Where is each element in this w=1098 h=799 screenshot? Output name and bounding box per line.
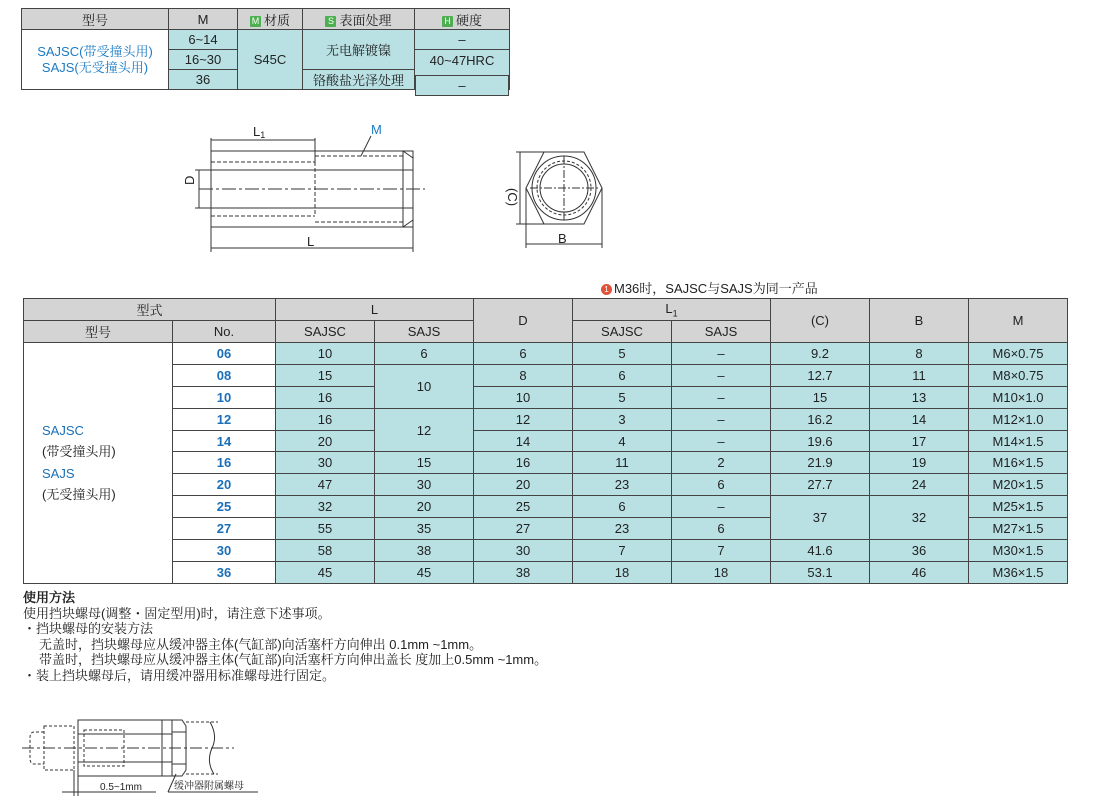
header-hardness: H 硬度	[415, 9, 510, 30]
header-type: 型式	[24, 299, 276, 321]
row-no: 30	[173, 540, 276, 562]
usage-line: 带盖时，挡块螺母应从缓冲器主体(气缸部)向活塞杆方向伸出盖长 度加上0.5mm ~1mm。	[39, 652, 548, 667]
cell-b: 17	[870, 430, 969, 452]
cell-l1-sajsc: 3	[573, 408, 672, 430]
usage-section	[23, 590, 547, 683]
header-model: 型号	[24, 321, 173, 343]
m-range: 36	[169, 70, 238, 90]
hardness-value: 40~47HRC	[415, 50, 510, 90]
usage-line: 无盖时，挡块螺母应从缓冲器主体(气缸部)向活塞杆方向伸出 0.1mm ~1mm。	[39, 636, 483, 652]
dim-C-label: (C)	[505, 188, 520, 207]
table-row	[24, 474, 1068, 496]
cell-l-sajs: 45	[375, 561, 474, 583]
cell-l1-sajs: –	[672, 343, 771, 365]
cell-b: 24	[870, 474, 969, 496]
cell-l1-sajsc: 5	[573, 386, 672, 408]
row-no: 14	[173, 430, 276, 452]
header-L1: $L_1$	[573, 299, 771, 321]
cell-l-sajsc: 47	[276, 474, 375, 496]
cell-c: 53.1	[771, 561, 870, 583]
row-no: 06	[173, 343, 276, 365]
surface-value: 铬酸盐光泽处理	[303, 70, 415, 90]
cell-l1-sajsc: 6	[573, 364, 672, 386]
cell-l1-sajsc: 7	[573, 540, 672, 562]
cell-l1-sajsc: 11	[573, 452, 672, 474]
cell-m: M30×1.5	[969, 540, 1068, 562]
dim-B-label: B	[558, 231, 567, 246]
side-view-drawing	[175, 118, 435, 268]
material-badge-icon: M	[251, 15, 260, 26]
cell-m: M8×0.75	[969, 364, 1068, 386]
cell-m: M10×1.0	[969, 386, 1068, 408]
table-row	[24, 452, 1068, 474]
cell-l1-sajs: –	[672, 496, 771, 518]
cell-m: M12×1.0	[969, 408, 1068, 430]
cell-l-sajsc: 15	[276, 364, 375, 386]
cell-c: 9.2	[771, 343, 870, 365]
cell-b: 46	[870, 561, 969, 583]
row-no: 12	[173, 408, 276, 430]
cell-d: 25	[474, 496, 573, 518]
cell-m: M16×1.5	[969, 452, 1068, 474]
cell-l-sajsc: 45	[276, 561, 375, 583]
attached-nut-label: 缓冲器附属螺母	[174, 781, 244, 792]
surface-value: 无电解镀镍	[303, 30, 415, 70]
cell-l-sajs: 30	[375, 474, 474, 496]
cell-l-sajsc: 58	[276, 540, 375, 562]
cell-d: 12	[474, 408, 573, 430]
cell-l1-sajsc: 5	[573, 343, 672, 365]
row-no: 25	[173, 496, 276, 518]
cell-l1-sajs: 18	[672, 561, 771, 583]
row-no: 16	[173, 452, 276, 474]
hardness-value: –	[415, 75, 509, 96]
row-no: 27	[173, 518, 276, 540]
material-value: S45C	[238, 30, 303, 90]
cell-d: 10	[474, 386, 573, 408]
row-no: 36	[173, 561, 276, 583]
dim-L-label: L	[307, 234, 315, 249]
cell-b: 19	[870, 452, 969, 474]
note-marker-icon: 1	[601, 284, 612, 295]
cell-d: 38	[474, 561, 573, 583]
usage-line: ・挡块螺母的安装方法	[23, 621, 154, 636]
cell-l1-sajsc: 4	[573, 430, 672, 452]
cell-c: 41.6	[771, 540, 870, 562]
header-L: L	[276, 299, 474, 321]
cell-d: 20	[474, 474, 573, 496]
cell-d: 27	[474, 518, 573, 540]
table-row	[24, 386, 1068, 408]
cell-b: 36	[870, 540, 969, 562]
dim-offset-label: 0.5~1mm	[100, 782, 142, 793]
m-range: 6~14	[169, 30, 238, 50]
cell-c: 27.7	[771, 474, 870, 496]
cell-l1-sajs: –	[672, 430, 771, 452]
cell-d: 16	[474, 452, 573, 474]
surface-badge-icon: S	[325, 16, 336, 27]
cell-c: 21.9	[771, 452, 870, 474]
cell-m: M6×0.75	[969, 343, 1068, 365]
cell-c: 15	[771, 386, 870, 408]
m36-note: 1 M36时，SAJSC与SAJS为同一产品	[601, 278, 818, 297]
cell-d: 6	[474, 343, 573, 365]
cell-b: 11	[870, 364, 969, 386]
cell-c: 16.2	[771, 408, 870, 430]
cell-l-sajs: 10	[375, 364, 474, 408]
cell-l1-sajs: 6	[672, 474, 771, 496]
table-row	[24, 430, 1068, 452]
cell-b: 32	[870, 496, 969, 540]
cell-l-sajsc: 32	[276, 496, 375, 518]
table-row	[24, 540, 1068, 562]
cell-l1-sajsc: 18	[573, 561, 672, 583]
cell-l1-sajs: 2	[672, 452, 771, 474]
header-L-sajs: SAJS	[375, 321, 474, 343]
cell-l-sajsc: 55	[276, 518, 375, 540]
table-row	[24, 408, 1068, 430]
cell-l-sajs: 12	[375, 408, 474, 452]
cell-c: 19.6	[771, 430, 870, 452]
cell-l1-sajs: –	[672, 364, 771, 386]
cell-m: M25×1.5	[969, 496, 1068, 518]
hardness-value: –	[415, 30, 510, 50]
cell-b: 13	[870, 386, 969, 408]
cell-l1-sajs: –	[672, 386, 771, 408]
header-L1-sajs: SAJS	[672, 321, 771, 343]
header-D: D	[474, 299, 573, 343]
cell-l-sajs: 15	[375, 452, 474, 474]
header-surface: S 表面处理	[303, 9, 415, 30]
hex-end-view-drawing	[500, 148, 610, 253]
table-row	[24, 364, 1068, 386]
cell-d: 30	[474, 540, 573, 562]
header-L-sajsc: SAJSC	[276, 321, 375, 343]
cell-l1-sajs: 7	[672, 540, 771, 562]
cell-l-sajsc: 10	[276, 343, 375, 365]
cell-d: 14	[474, 430, 573, 452]
m-range: 16~30	[169, 50, 238, 70]
header-B: B	[870, 299, 969, 343]
dim-D-label: D	[182, 175, 197, 185]
cell-l-sajsc: 16	[276, 408, 375, 430]
cell-b: 14	[870, 408, 969, 430]
cell-m: M14×1.5	[969, 430, 1068, 452]
cell-l1-sajsc: 23	[573, 474, 672, 496]
cell-l1-sajs: –	[672, 408, 771, 430]
header-m: M	[169, 9, 238, 30]
table-row	[24, 496, 1068, 518]
cell-b: 8	[870, 343, 969, 365]
cell-d: 8	[474, 364, 573, 386]
header-L1-sajsc: SAJSC	[573, 321, 672, 343]
cell-l-sajs: 6	[375, 343, 474, 365]
model-cell: SAJSC(带受撞头用) SAJS(无受撞头用)	[22, 30, 169, 90]
cell-l-sajsc: 30	[276, 452, 375, 474]
usage-title: 使用方法	[23, 590, 76, 605]
dimension-table	[23, 298, 1068, 584]
cell-l1-sajs: 6	[672, 518, 771, 540]
dim-M-label: M	[371, 122, 382, 137]
header-no: No.	[173, 321, 276, 343]
cell-m: M20×1.5	[969, 474, 1068, 496]
row-no: 20	[173, 474, 276, 496]
installation-drawing	[22, 712, 282, 798]
usage-line: ・装上挡块螺母后，请用缓冲器用标准螺母进行固定。	[23, 667, 336, 683]
dim-L1-label: L1	[253, 124, 266, 140]
header-model: 型号	[22, 9, 169, 30]
header-material: M 材质	[238, 9, 303, 30]
cell-m: M36×1.5	[969, 561, 1068, 583]
usage-line: 使用挡块螺母(调整・固定型用)时，请注意下述事项。	[23, 605, 331, 621]
cell-l-sajsc: 16	[276, 386, 375, 408]
table-row	[24, 343, 1068, 365]
cell-l-sajs: 38	[375, 540, 474, 562]
table-row	[24, 561, 1068, 583]
cell-l-sajs: 20	[375, 496, 474, 518]
cell-l1-sajsc: 23	[573, 518, 672, 540]
cell-c: 12.7	[771, 364, 870, 386]
row-no: 10	[173, 386, 276, 408]
header-C: (C)	[771, 299, 870, 343]
cell-l1-sajsc: 6	[573, 496, 672, 518]
header-M: M	[969, 299, 1068, 343]
row-no: 08	[173, 364, 276, 386]
cell-l-sajsc: 20	[276, 430, 375, 452]
hardness-badge-icon: H	[442, 16, 453, 27]
cell-m: M27×1.5	[969, 518, 1068, 540]
cell-c: 37	[771, 496, 870, 540]
cell-l-sajs: 35	[375, 518, 474, 540]
model-label-cell: SAJSC (带受撞头用) SAJS (无受撞头用)	[24, 343, 173, 584]
